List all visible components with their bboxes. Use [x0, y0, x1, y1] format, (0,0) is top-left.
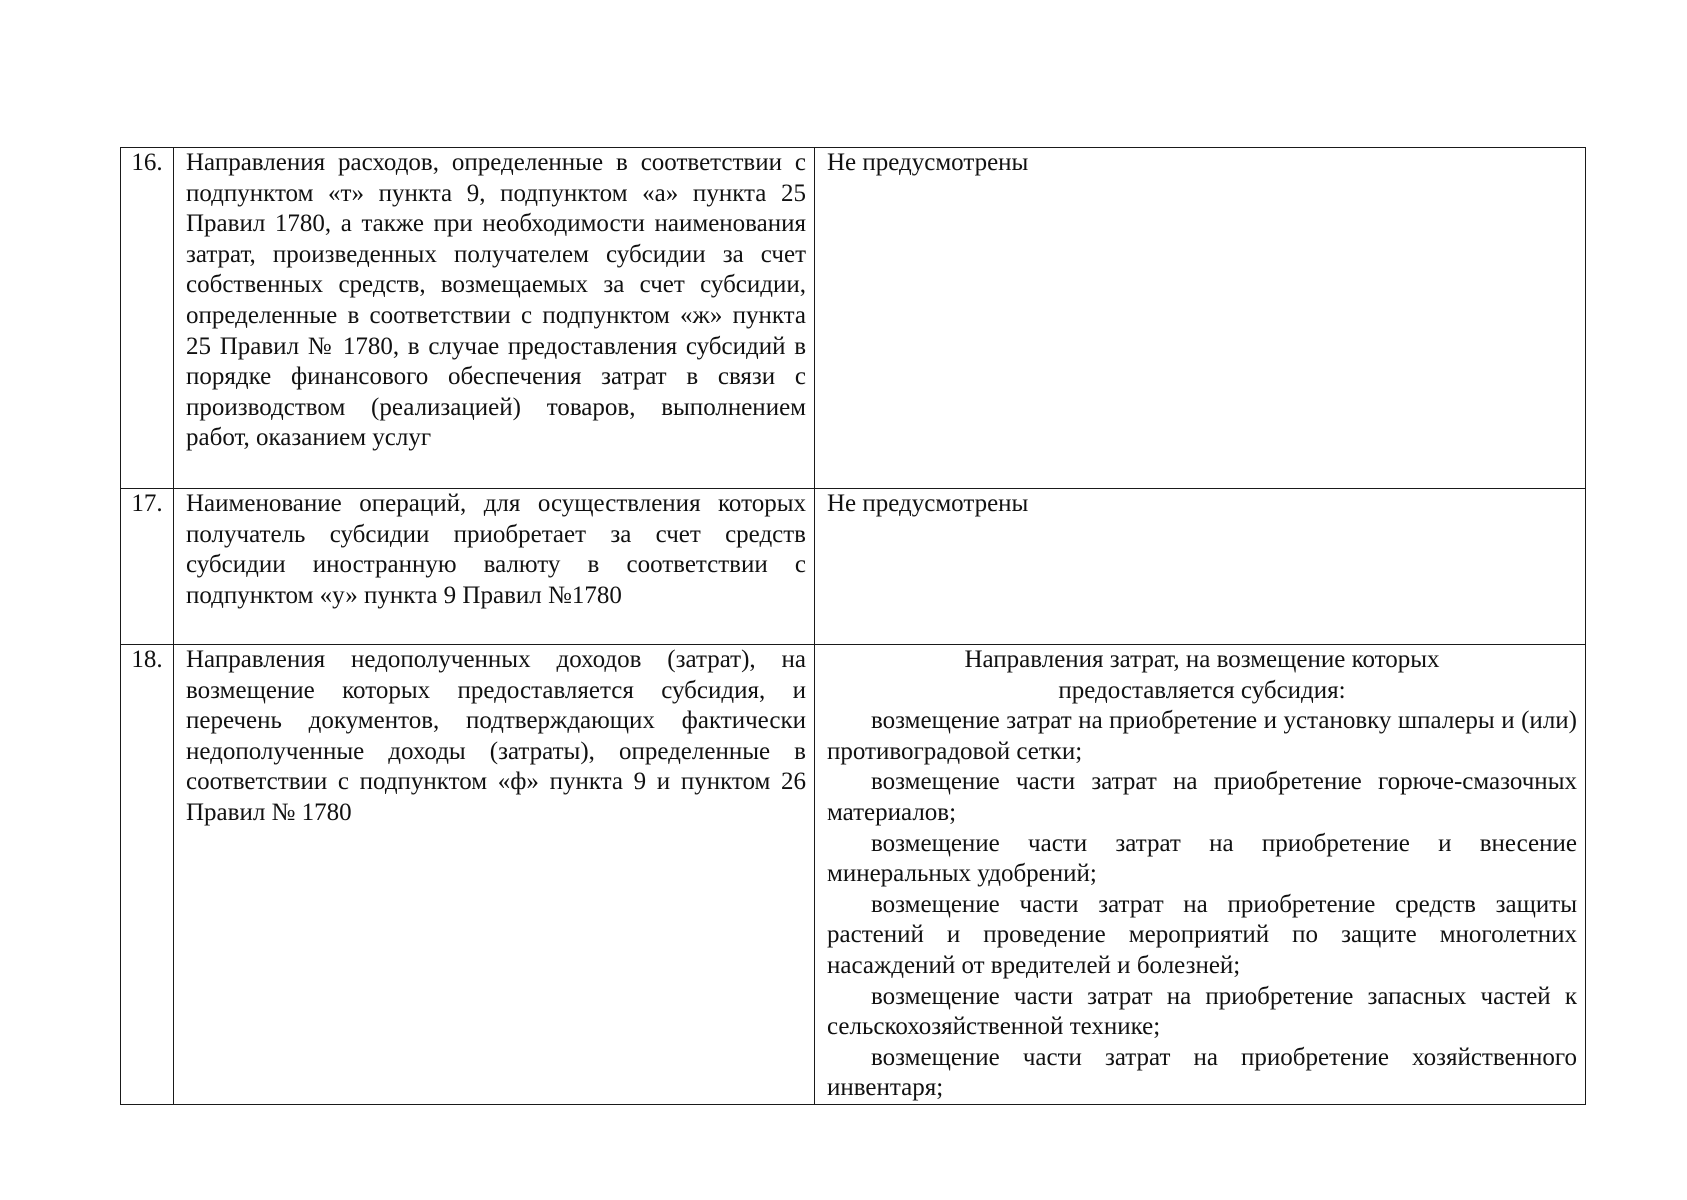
row-value: Не предусмотрены	[815, 148, 1586, 489]
row-description: Наименование операций, для осуществления которых получатель субсидии приобретает за счет средств субсидии иностранную валюту в соответствии с подпунктом «у» пункта 9 Правил №1780	[174, 489, 815, 645]
table-row	[121, 645, 1586, 1105]
table-row	[121, 489, 1586, 645]
value-item: возмещение затрат на приобретение и установку шпалеры и (или) противоградовой сетки;	[827, 707, 1577, 765]
table-row	[121, 148, 1586, 489]
row-number: 18.	[121, 645, 174, 1105]
value-item: возмещение части затрат на приобретение горюче-смазочных материалов;	[827, 768, 1577, 826]
row-value	[815, 645, 1586, 1105]
value-heading: Направления затрат, на возмещение которых предоставляется субсидия:	[964, 646, 1440, 704]
row-description: Направления недополученных доходов (затрат), на возмещение которых предоставляется субсидия, и перечень документов, подтверждающих фактически недополученные доходы (затраты), определенные в соответствии с подпунктом «ф» пункта 9 и пунктом 26 Правил № 1780	[174, 645, 815, 1105]
value-item: возмещение части затрат на приобретение запасных частей к сельскохозяйственной технике;	[827, 982, 1577, 1041]
value-item: возмещение части затрат на приобретение хозяйственного инвентаря;	[827, 1043, 1577, 1102]
row-description: Направления расходов, определенные в соответствии с подпунктом «т» пункта 9, подпунктом «а» пункта 25 Правил 1780, а также при необходимости наименования затрат, произведенных получателем субсидии за счет собственных средств, возмещаемых за счет субсидии, определенные в соответствии с подпунктом «ж» пункта 25 Правил № 1780, в случае предоставления субсидий в порядке финансового обеспечения затрат в связи с производством (реализацией) товаров, выполнением работ, оказанием услуг	[174, 148, 815, 489]
row-value: Не предусмотрены	[815, 489, 1586, 645]
subsidy-terms-table	[120, 147, 1586, 1105]
value-item: возмещение части затрат на приобретение средств защиты растений и проведение мероприятий по защите многолетних насаждений от вредителей и болезней;	[827, 890, 1577, 979]
row-number: 16.	[121, 148, 174, 489]
row-number: 17.	[121, 489, 174, 645]
value-item: возмещение части затрат на приобретение и внесение минеральных удобрений;	[827, 829, 1577, 888]
